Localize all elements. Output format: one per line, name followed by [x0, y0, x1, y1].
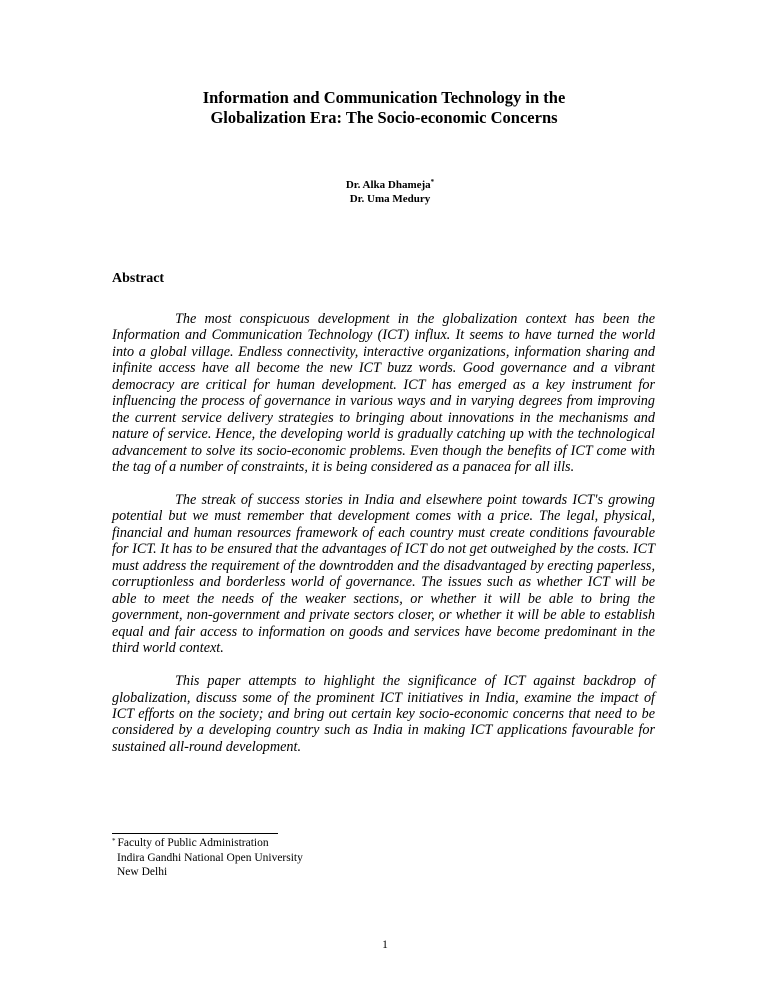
title-line-1: Information and Communication Technology in the — [202, 88, 566, 107]
abstract-paragraph-3: This paper attempts to highlight the significance of ICT against backdrop of globalization, discuss some of the prominent ICT initiatives in India, examine the impact of ICT efforts on the society; and bring out certain key socio-economic concerns that need to be considered by a developing country such as India in making ICT applications favourable for sustained all-round development. — [112, 673, 655, 755]
author-name: Dr. Alka Dhameja — [345, 179, 431, 191]
abstract-heading: Abstract — [112, 271, 165, 286]
page-number: 1 — [382, 939, 388, 951]
footnote-line-3: New Delhi — [117, 866, 168, 878]
author-2 — [200, 192, 580, 206]
footnote-line-1: * Faculty of Public Administration — [112, 837, 269, 849]
title-line-2: Globalization Era: The Socio-economic Concerns — [210, 108, 558, 127]
author-name: Dr. Uma Medury — [349, 193, 431, 205]
footnote-divider — [112, 833, 278, 834]
footnote-marker: * — [430, 178, 435, 186]
abstract-body — [112, 311, 655, 772]
abstract-paragraph-2: The streak of success stories in India and elsewhere point towards ICT's growing potential but we must remember that development comes with a price. The legal, physical, financial and human resources framework of each country must create conditions favourable for ICT. It has to be ensured that the advantages of ICT do not get outweighed by the costs. ICT must address the requirement of the downtrodden and the disadvantaged by erecting paperless, corruptionless and borderless world of governance. The issues such as whether ICT will be able to meet the needs of the weaker sections, or whether it will be able to bring the government, non-government and private sectors closer, or whether it will be able to establish equal and fair access to information on goods and services have become predominant in the third world context. — [112, 492, 655, 657]
paper-title — [120, 88, 648, 128]
author-1 — [200, 178, 580, 192]
footnote-marker: * — [112, 837, 116, 845]
footnote — [112, 836, 303, 880]
author-list — [200, 178, 580, 206]
footnote-line-2: Indira Gandhi National Open University — [117, 851, 303, 864]
abstract-paragraph-1: The most conspicuous development in the globalization context has been the Information and Communication Technology (ICT) influx. It seems to have turned the world into a global village. Endless connectivity, interactive organizations, information sharing and infinite access have all become the new ICT buzz words. Good governance and a vibrant democracy are critical for human development. ICT has emerged as a key instrument for influencing the process of governance in various ways and in varying degrees from improving the current service delivery strategies to bringing about innovations in the mechanisms and nature of service. Hence, the developing world is gradually catching up with the technological advancement to solve its socio-economic problems. Even though the benefits of ICT come with the tag of a number of constraints, it is being considered as a panacea for all ills. — [112, 311, 655, 476]
